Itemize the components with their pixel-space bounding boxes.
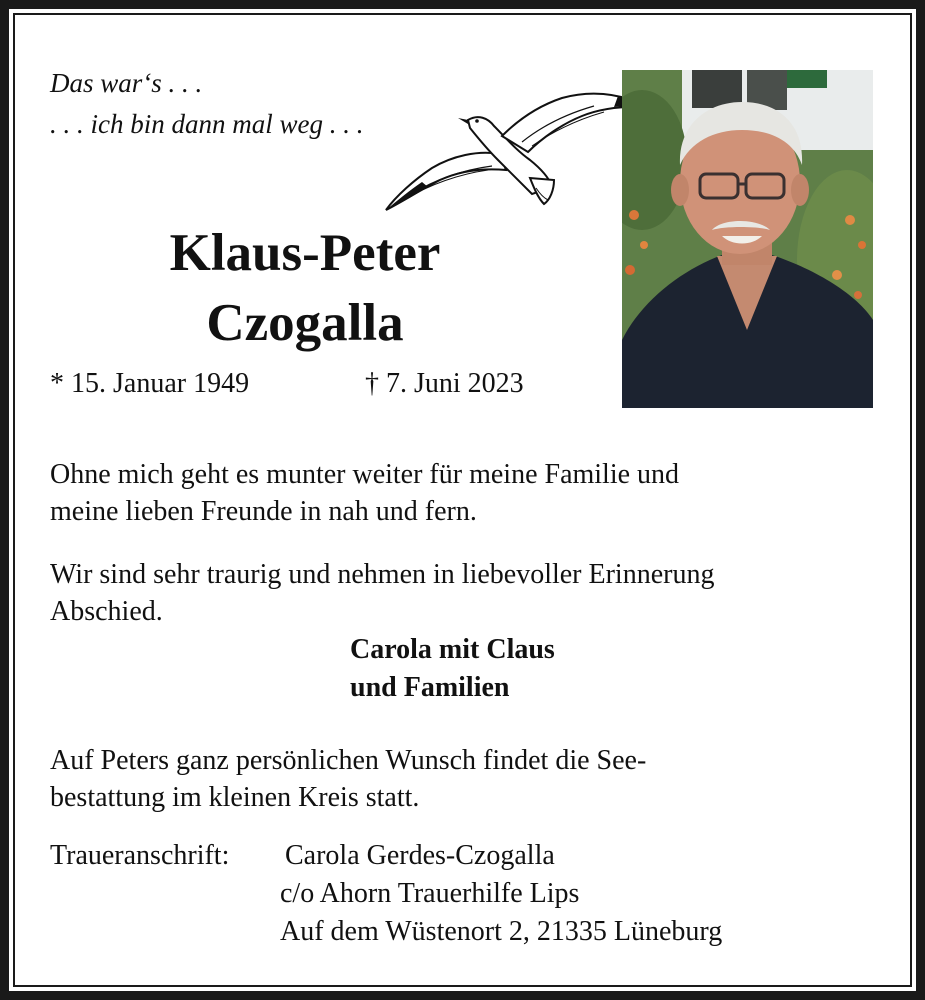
burial-note-line-1: Auf Peters ganz persönlichen Wunsch findet die See- bbox=[50, 745, 647, 776]
address-line-2: c/o Ahorn Trauerhilfe Lips bbox=[280, 878, 580, 909]
message-paragraph-2-line-1: Wir sind sehr traurig und nehmen in liebevoller Erinnerung bbox=[50, 559, 715, 590]
portrait-photo bbox=[622, 70, 873, 408]
seagull-icon bbox=[382, 90, 647, 215]
signature-line-1: Carola mit Claus bbox=[350, 634, 555, 665]
address-label: Traueranschrift: bbox=[50, 840, 230, 871]
deceased-first-name: Klaus-Peter bbox=[169, 224, 441, 282]
message-paragraph-1-line-2: meine lieben Freunde in nah und fern. bbox=[50, 496, 477, 527]
birth-date: * 15. Januar 1949 bbox=[50, 368, 250, 399]
message-paragraph-2-line-2: Abschied. bbox=[50, 596, 163, 627]
death-date: † 7. Juni 2023 bbox=[365, 368, 524, 399]
signature-line-2: und Familien bbox=[350, 672, 510, 703]
address-line-1: Carola Gerdes-Czogalla bbox=[285, 840, 555, 871]
deceased-last-name: Czogalla bbox=[206, 294, 404, 352]
burial-note-line-2: bestattung im kleinen Kreis statt. bbox=[50, 782, 420, 813]
message-paragraph-1-line-1: Ohne mich geht es munter weiter für meine Familie und bbox=[50, 459, 680, 490]
motto-line-2: . . . ich bin dann mal weg . . . bbox=[50, 109, 364, 139]
motto-line-1: Das war‘s . . . bbox=[50, 68, 203, 98]
address-line-3: Auf dem Wüstenort 2, 21335 Lüneburg bbox=[280, 916, 723, 947]
